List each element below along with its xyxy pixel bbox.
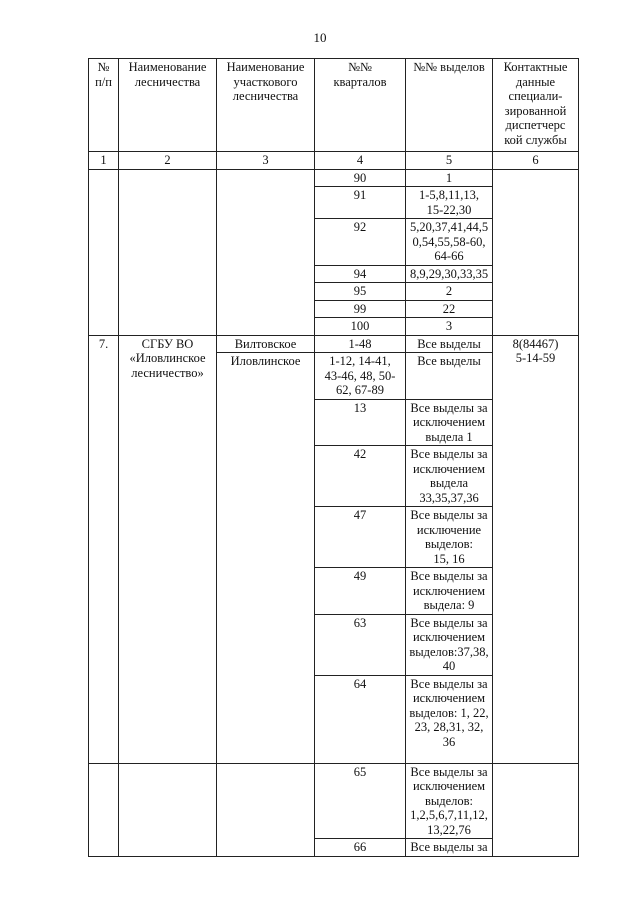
quarter-cell: 64 bbox=[315, 675, 406, 763]
parcel-cell: Все выделы за исключением выделов:37,38, 40 bbox=[406, 614, 493, 675]
quarter-cell: 94 bbox=[315, 265, 406, 283]
district-name: Иловлинское bbox=[217, 353, 315, 764]
header-num: № п/п bbox=[89, 59, 119, 152]
quarter-cell: 47 bbox=[315, 507, 406, 568]
header-quarters: №№ кварталов bbox=[315, 59, 406, 152]
quarter-cell: 95 bbox=[315, 283, 406, 301]
quarter-cell: 100 bbox=[315, 318, 406, 336]
parcel-cell: 3 bbox=[406, 318, 493, 336]
empty-cell bbox=[217, 169, 315, 335]
empty-cell bbox=[493, 169, 579, 335]
quarter-cell: 66 bbox=[315, 839, 406, 857]
empty-cell bbox=[493, 763, 579, 856]
parcel-cell: Все выделы за исключением выдела 1 bbox=[406, 399, 493, 446]
parcel-cell: 8,9,29,30,33,35 bbox=[406, 265, 493, 283]
quarter-cell: 13 bbox=[315, 399, 406, 446]
col-number: 4 bbox=[315, 152, 406, 170]
quarter-cell: 92 bbox=[315, 219, 406, 266]
parcel-cell: Все выделы за исключение выделов: 15, 16 bbox=[406, 507, 493, 568]
col-number: 3 bbox=[217, 152, 315, 170]
header-district: Наименование участкового лесничества bbox=[217, 59, 315, 152]
parcel-cell: 1-5,8,11,13, 15-22,30 bbox=[406, 187, 493, 219]
table-row bbox=[89, 169, 579, 187]
quarter-cell: 1-12, 14-41, 43-46, 48, 50- 62, 67-89 bbox=[315, 353, 406, 400]
empty-cell bbox=[119, 169, 217, 335]
parcel-cell: 2 bbox=[406, 283, 493, 301]
parcel-cell: 5,20,37,41,44,5 0,54,55,58-60, 64-66 bbox=[406, 219, 493, 266]
header-forestry: Наименование лесничества bbox=[119, 59, 217, 152]
parcel-cell: Все выделы за исключением выделов: 1, 22, 23, 28,31, 32, 36 bbox=[406, 675, 493, 763]
quarter-cell: 42 bbox=[315, 446, 406, 507]
parcel-cell: Все выделы за исключением выдела 33,35,37,36 bbox=[406, 446, 493, 507]
quarter-cell: 1-48 bbox=[315, 335, 406, 353]
entry-number: 7. bbox=[89, 335, 119, 763]
quarter-cell: 65 bbox=[315, 763, 406, 839]
parcel-cell: Все выделы за исключением выдела: 9 bbox=[406, 568, 493, 615]
parcel-cell: Все выделы bbox=[406, 335, 493, 353]
column-number-row bbox=[89, 152, 579, 170]
quarter-cell: 99 bbox=[315, 300, 406, 318]
quarter-cell: 91 bbox=[315, 187, 406, 219]
quarter-cell: 49 bbox=[315, 568, 406, 615]
table-row bbox=[89, 335, 579, 353]
parcel-cell: Все выделы за bbox=[406, 839, 493, 857]
district-name: Вилтовское bbox=[217, 335, 315, 353]
table-row bbox=[89, 763, 579, 839]
forestry-name: СГБУ ВО «Иловлинское лесничество» bbox=[119, 335, 217, 763]
parcel-cell: 1 bbox=[406, 169, 493, 187]
parcel-cell: 22 bbox=[406, 300, 493, 318]
col-number: 6 bbox=[493, 152, 579, 170]
quarter-cell: 90 bbox=[315, 169, 406, 187]
empty-cell bbox=[89, 169, 119, 335]
quarter-cell: 63 bbox=[315, 614, 406, 675]
empty-cell bbox=[217, 763, 315, 856]
forestry-table bbox=[88, 58, 579, 857]
col-number: 1 bbox=[89, 152, 119, 170]
contact-phone: 8(84467) 5-14-59 bbox=[493, 335, 579, 763]
empty-cell bbox=[119, 763, 217, 856]
header-parcels: №№ выделов bbox=[406, 59, 493, 152]
parcel-cell: Все выделы bbox=[406, 353, 493, 400]
parcel-cell: Все выделы за исключением выделов: 1,2,5,6,7,11,12, 13,22,76 bbox=[406, 763, 493, 839]
col-number: 5 bbox=[406, 152, 493, 170]
empty-cell bbox=[89, 763, 119, 856]
header-row bbox=[89, 59, 579, 152]
page-number: 10 bbox=[313, 30, 327, 45]
col-number: 2 bbox=[119, 152, 217, 170]
header-contacts: Контактные данные специали- зированной диспетчерс кой службы bbox=[493, 59, 579, 152]
